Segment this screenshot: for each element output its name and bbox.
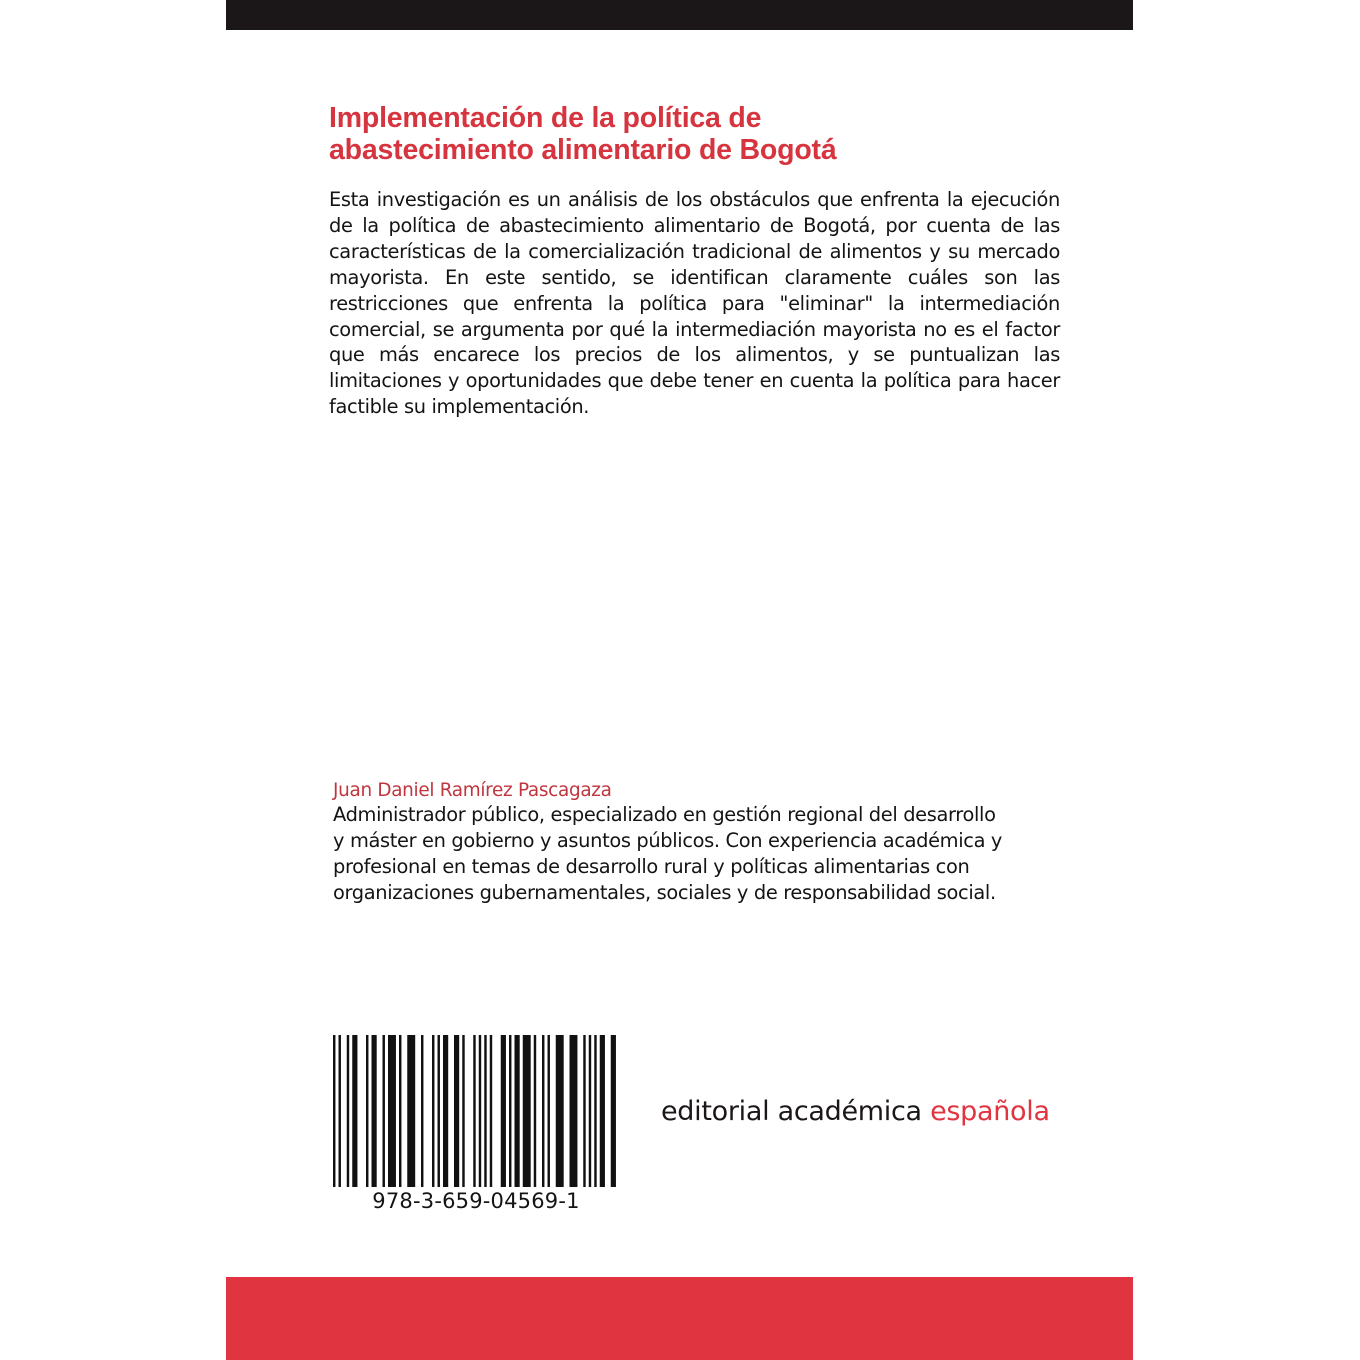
barcode-bar — [347, 1035, 349, 1187]
author-name: Juan Daniel Ramírez Pascagaza — [333, 780, 612, 801]
barcode-bar — [509, 1035, 511, 1187]
author-bio — [333, 802, 1073, 906]
barcode-bar — [339, 1035, 341, 1187]
barcode-bar — [542, 1035, 544, 1187]
barcode-bar — [589, 1035, 591, 1187]
barcode-bar — [388, 1035, 396, 1187]
barcode-bar — [583, 1035, 585, 1187]
barcode-bar — [534, 1035, 536, 1187]
barcode-bar — [421, 1035, 423, 1187]
bottom-bar — [226, 1277, 1133, 1360]
publisher-name-part-1: editorial académica — [661, 1096, 931, 1127]
publisher-name-part-2: española — [930, 1096, 1050, 1127]
isbn-number: 978-3-659-04569-1 — [372, 1189, 580, 1213]
barcode-bar — [501, 1035, 506, 1187]
barcode-bar — [366, 1035, 368, 1187]
barcode-bar — [432, 1035, 434, 1187]
barcode-bar — [484, 1035, 486, 1187]
barcode-bar — [438, 1035, 440, 1187]
barcode-bar — [462, 1035, 464, 1187]
author-bio-line: organizaciones gubernamentales, sociales y de responsabilidad social. — [333, 881, 996, 904]
barcode-bar — [454, 1035, 459, 1187]
author-bio-line: Administrador público, especializado en gestión regional del desarrollo — [333, 803, 996, 826]
barcode-bar — [443, 1035, 448, 1187]
book-title-line-1: Implementación de la política de — [329, 102, 762, 134]
barcode-bar — [594, 1035, 596, 1187]
book-back-cover — [226, 0, 1133, 1360]
barcode-bar — [556, 1035, 564, 1187]
author-bio-line: y máster en gobierno y asuntos públicos. Con experiencia académica y — [333, 829, 1003, 852]
publisher-logo — [661, 1094, 1101, 1130]
barcode-bar — [570, 1035, 578, 1187]
barcode-bar — [479, 1035, 481, 1187]
barcode-bar — [407, 1035, 415, 1187]
barcode-bar — [333, 1035, 335, 1187]
author-bio-line: profesional en temas de desarrollo rural y políticas alimentarias con — [333, 855, 970, 878]
barcode-icon — [331, 1035, 621, 1187]
book-title — [329, 102, 969, 166]
barcode-bar — [383, 1035, 385, 1187]
barcode-bar — [515, 1035, 520, 1187]
barcode-bar — [352, 1035, 357, 1187]
barcode-bar — [399, 1035, 401, 1187]
barcode-bar — [372, 1035, 377, 1187]
barcode-bar — [611, 1035, 616, 1187]
isbn-barcode — [331, 1035, 621, 1225]
barcode-bar — [600, 1035, 605, 1187]
top-bar — [226, 0, 1133, 30]
barcode-bar — [523, 1035, 531, 1187]
barcode-bar — [473, 1035, 475, 1187]
book-title-line-2: abastecimiento alimentario de Bogotá — [329, 134, 837, 166]
book-abstract: Esta investigación es un análisis de los obstáculos que enfrenta la ejecución de la política de abastecimiento alimentario de Bogotá, por cuenta de las características de la comercialización tradicional de alimentos y su mercado mayorista. En este sentido, se identifican claramente cuáles son las restricciones que enfrenta la política para "eliminar" la intermediación comercial, se argumenta por qué la intermediación mayorista no es el factor que más encarece los precios de los alimentos, y se puntualizan las limitaciones y oportunidades que debe tener en cuenta la política para hacer factible su implementación. — [329, 188, 1060, 419]
barcode-bar — [548, 1035, 550, 1187]
barcode-bar — [490, 1035, 492, 1187]
